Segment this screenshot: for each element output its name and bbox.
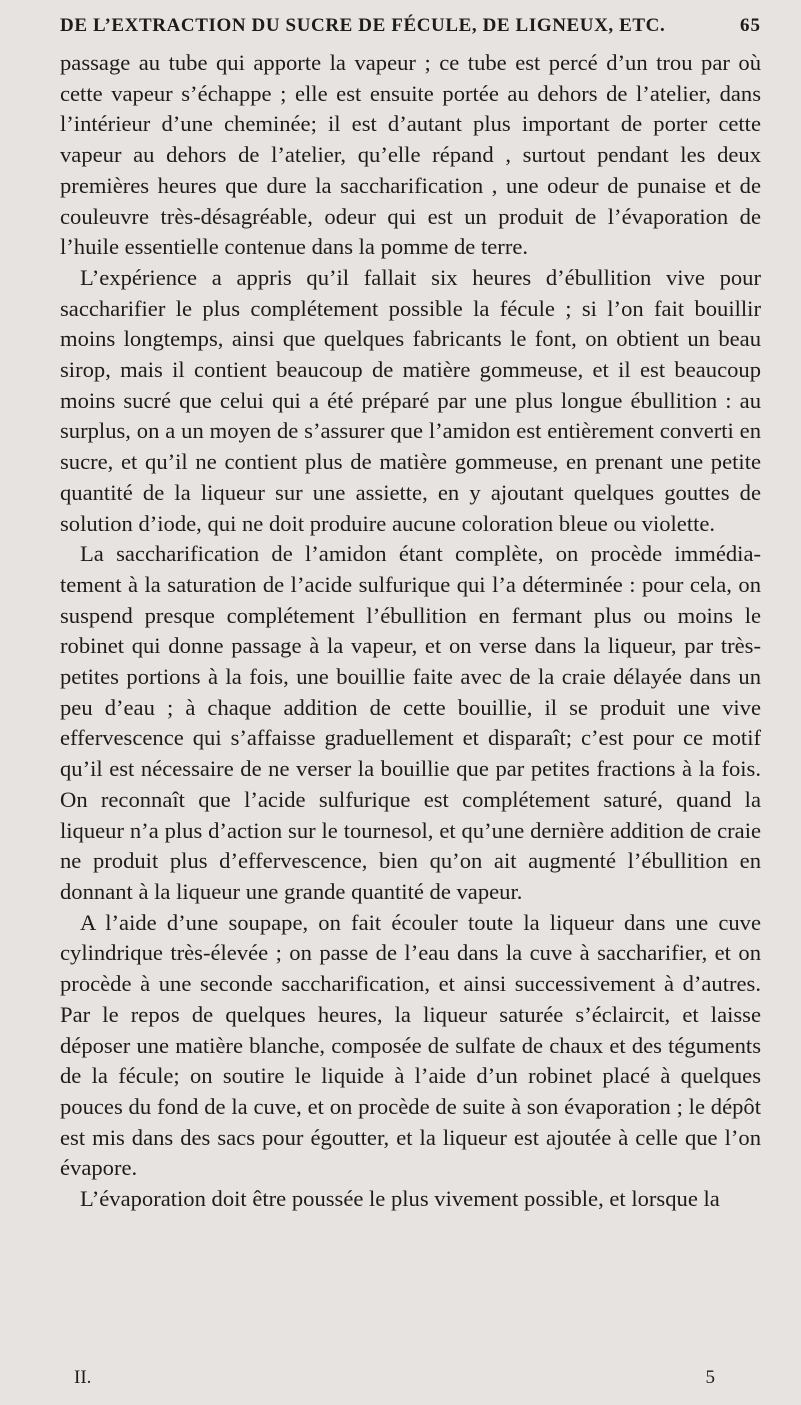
running-title: DE L’EXTRACTION DU SUCRE DE FÉCULE, DE LIGNEUX, ETC. (60, 15, 666, 36)
running-head (60, 8, 761, 44)
page-footer (60, 1364, 761, 1392)
paragraph: La saccharification de l’amidon étant complète, on procède immédiatement à la saturation de l’acide sulfurique qui l’a déterminée : pour cela, on suspend presque complétement l’ébullition en fermant plus ou moins le robinet qui donne passage à la vapeur, et on verse dans la liqueur, par très-petites portions à la fois, une bouillie faite avec de la craie délayée dans un peu d’eau ; à chaque addition de cette bouillie, il se produit une vive effervescence qui s’affaisse graduellement et disparaît; c’est pour ce motif qu’il est nécessaire de ne verser la bouillie que par petites fractions à la fois. On reconnaît que l’acide sulfurique est complétement saturé, quand la liqueur n’a plus d’action sur le tournesol, et qu’une dernière addition de craie ne produit plus d’effervescence, bien qu’on ait augmenté l’ébullition en donnant à la liqueur une grande quantité de vapeur. (60, 541, 761, 904)
paragraph-continued: passage au tube qui apporte la vapeur ; ce tube est percé d’un trou par où cette vapeur s’échappe ; elle est ensuite portée au dehors de l’atelier, dans l’intérieur d’une cheminée; il est d’autant plus important de porter cette vapeur au dehors de l’atelier, qu’elle répand , surtout pendant les deux premières heures que dure la saccharification , une odeur de punaise et de couleuvre très-désagréable, odeur qui est un produit de l’évaporation de l’huile essentielle contenue dans la pomme de terre. (60, 50, 761, 260)
sheet-signature: 5 (705, 1367, 715, 1388)
page-number: 65 (740, 15, 761, 36)
body-text (60, 48, 761, 1215)
paragraph-last-line: L’évaporation doit être poussée le plus vivement possible, et lorsque la (80, 1186, 720, 1212)
volume-signature: II. (74, 1367, 92, 1388)
paragraph: A l’aide d’une soupape, on fait écouler toute la liqueur dans une cuve cylindrique très-élevée ; on passe de l’eau dans la cuve à saccharifier, et on procède à une seconde saccharification, et ainsi successivement à d’autres. Par le repos de quelques heures, la liqueur saturée s’éclaircit, et laisse déposer une matière blanche, composée de sulfate de chaux et des téguments de la fécule; on soutire le liquide à l’aide d’un robinet placé à quelques pouces du fond de la cuve, et on procède de suite à son évaporation ; le dépôt est mis dans des sacs pour égoutter, et la liqueur est ajoutée à celle que l’on évapore. (60, 909, 761, 1181)
paragraph: L’expérience a appris qu’il fallait six heures d’ébullition vive pour saccharifier le plus complétement possible la fécule ; si l’on fait bouillir moins longtemps, ainsi que quelques fabricants le font, on obtient un beau sirop, mais il contient beaucoup de matière gommeuse, et il est beaucoup moins sucré que celui qui a été préparé par une plus longue ébullition : au surplus, on a un moyen de s’assurer que l’amidon est entièrement converti en sucre, et qu’il ne contient plus de matière gommeuse, en prenant une petite quantité de la liqueur sur une assiette, en y ajoutant quelques gouttes de solution d’iode, qui ne doit produire aucune coloration bleue ou violette. (60, 264, 761, 536)
